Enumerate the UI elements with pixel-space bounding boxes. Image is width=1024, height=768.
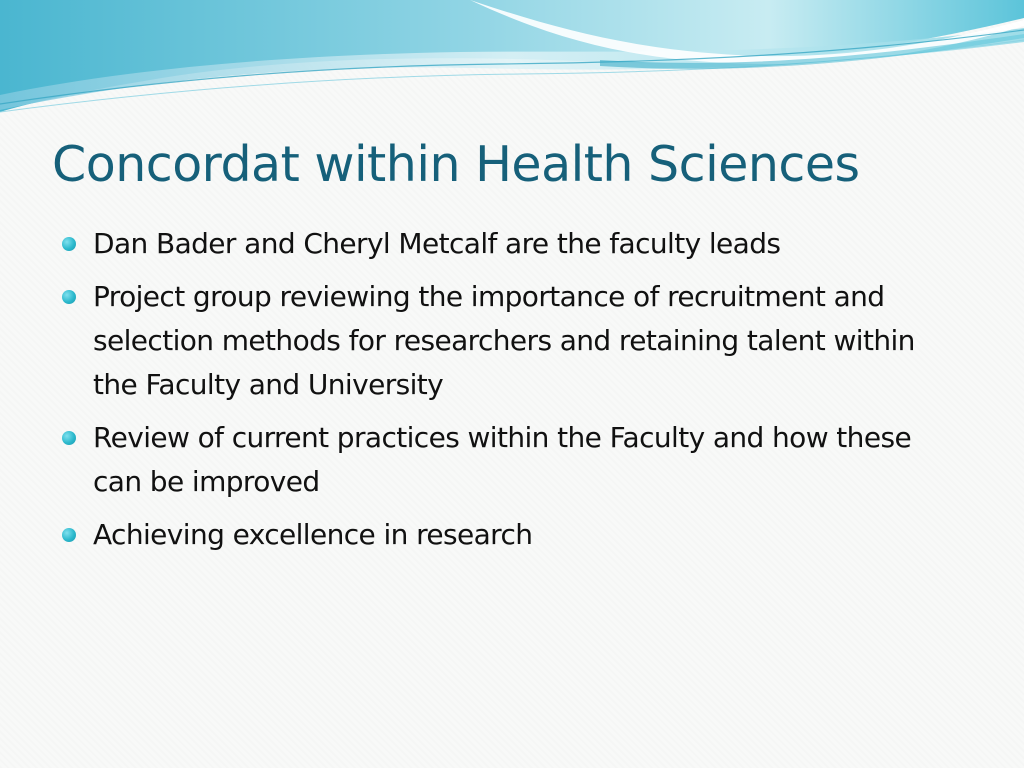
bullet-dot-icon — [62, 237, 76, 251]
bullet-item — [60, 513, 940, 557]
bullet-list — [60, 222, 940, 566]
bullet-text: Project group reviewing the importance of recruitment and selection methods for researchers and retaining talent within the Faculty and University — [93, 280, 915, 401]
bullet-dot-icon — [62, 528, 76, 542]
bullet-dot-icon — [62, 290, 76, 304]
bullet-text: Dan Bader and Cheryl Metcalf are the faculty leads — [93, 227, 781, 260]
bullet-item — [60, 416, 940, 504]
slide-title: Concordat within Health Sciences — [52, 136, 860, 193]
header-wave-decoration — [0, 0, 1024, 130]
bullet-item — [60, 222, 940, 266]
bullet-dot-icon — [62, 431, 76, 445]
bullet-item — [60, 275, 940, 407]
bullet-text: Review of current practices within the Faculty and how these can be improved — [93, 421, 912, 498]
bullet-text: Achieving excellence in research — [93, 518, 533, 551]
